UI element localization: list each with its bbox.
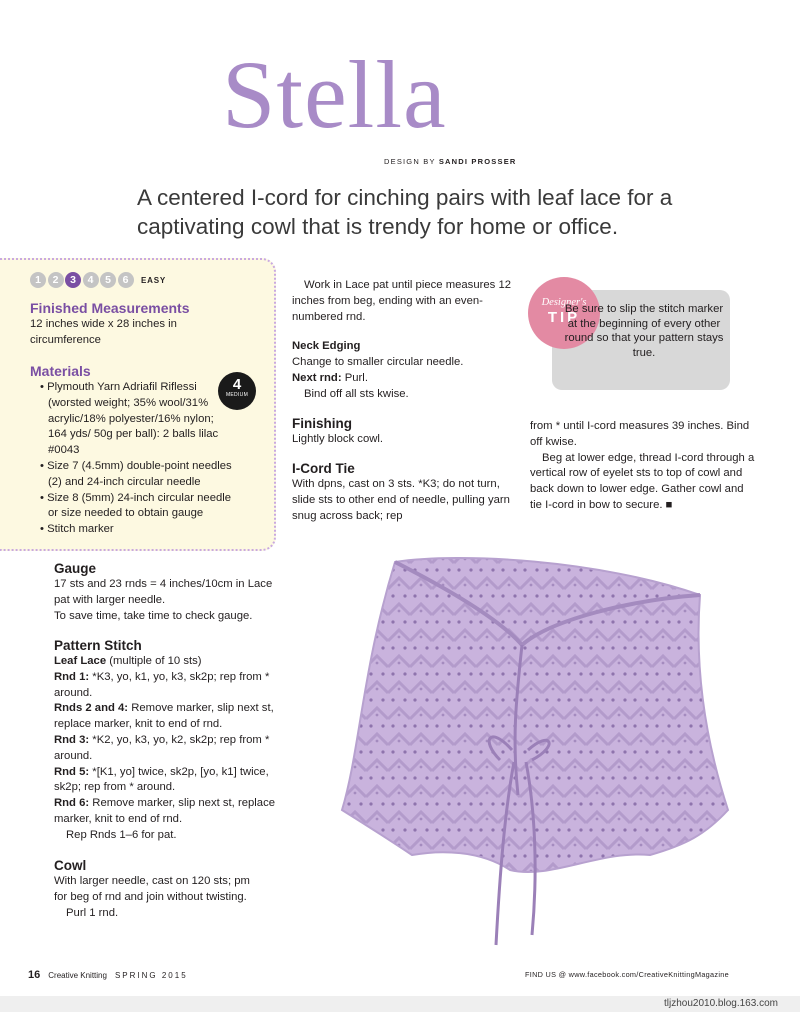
designer-byline: DESIGN BY SANDI PROSSER <box>384 157 517 166</box>
pattern-subtitle: A centered I-cord for cinching pairs with leaf lace for a captivating cowl that is trendy for home or office. <box>137 185 673 239</box>
designer-tip-badge: Designer's TIP <box>528 277 600 349</box>
pattern-stitch-section <box>54 637 280 844</box>
material-item: • Stitch marker <box>40 523 114 536</box>
issue-label: SPRING 2015 <box>114 971 188 980</box>
cowl-section <box>54 857 254 921</box>
lace-text: Work in Lace pat until piece measures 12 inches from beg, ending with an even-numbered rnd. <box>292 279 512 323</box>
skill-level-label: EASY <box>141 275 166 285</box>
skill-level-4: 4 <box>83 272 99 288</box>
cowl-text: With larger needle, cast on 120 sts; pm for beg of rnd and join without twisting. <box>54 875 250 903</box>
cowl-photo <box>300 550 800 950</box>
yarn-weight-icon: 4 MEDIUM <box>218 372 256 410</box>
finished-measurements <box>30 300 260 349</box>
designer-tip-text: Be sure to slip the stitch marker at the beginning of every other round so that your pattern stays true. <box>564 303 724 359</box>
icord-heading: I-Cord Tie <box>292 461 355 477</box>
materials-section <box>30 363 230 538</box>
skill-level <box>30 272 166 288</box>
round-instruction: Rnd 3: *K2, yo, k3, yo, k2, sk2p; rep from * around. <box>54 733 270 762</box>
bind-off: Bind off all sts kwise. <box>304 387 409 400</box>
repeat-instruction: Rep Rnds 1–6 for pat. <box>66 828 177 841</box>
round-instruction: Rnd 6: Remove marker, slip next st, replace marker, knit to end of rnd. <box>54 797 275 825</box>
column-2 <box>292 278 520 525</box>
finishing-text: Lightly block cowl. <box>292 432 384 445</box>
materials-heading: Materials <box>30 363 91 379</box>
material-item: • Plymouth Yarn Adriafil Riflessi (worsted weight; 35% wool/31% acrylic/18% polyester/16% nylon; 164 yds/ 50g per ball): 2 balls lilac #0043 <box>40 381 219 457</box>
designer-name: SANDI PROSSER <box>438 157 517 166</box>
finishing-heading: Finishing <box>292 415 352 431</box>
stitch-name-line: Leaf Lace (multiple of 10 sts) <box>54 655 202 667</box>
pattern-stitch-heading: Pattern Stitch <box>54 638 142 653</box>
skill-level-3: 3 <box>65 272 81 288</box>
neck-edging-text: Change to smaller circular needle. <box>292 356 464 369</box>
skill-level-6: 6 <box>118 272 134 288</box>
gauge-heading: Gauge <box>54 561 97 576</box>
next-round: Next rnd: Purl. <box>292 371 368 384</box>
end-mark: ■ <box>665 498 673 511</box>
column-3 <box>530 419 758 514</box>
icord-text: With dpns, cast on 3 sts. *K3; do not turn, slide sts to other end of needle, pulling yarn snug across back; rep <box>292 478 510 522</box>
round-instruction: Rnds 2 and 4: Remove marker, slip next st, replace marker, knit to end of rnd. <box>54 702 274 731</box>
assembly-text: Beg at lower edge, thread I-cord through a vertical row of eyelet sts to top of cowl and back down to lower edge. Gather cowl and tie I-cord in bow to secure. ■ <box>530 451 755 511</box>
round-instruction: Rnd 1: *K3, yo, k1, yo, k3, sk2p; rep from * around. <box>54 670 270 699</box>
skill-level-1: 1 <box>30 272 46 288</box>
finished-text: 12 inches wide x 28 inches in circumference <box>30 318 177 346</box>
skill-level-5: 5 <box>100 272 116 288</box>
finished-heading: Finished Measurements <box>30 300 190 316</box>
material-item: • Size 8 (5mm) 24-inch circular needle or size needed to obtain gauge <box>40 491 232 520</box>
watermark-text: tljzhou2010.blog.163.com <box>664 998 778 1009</box>
round-instruction: Rnd 5: *[K1, yo] twice, sk2p, [yo, k1] twice, sk2p; rep from * around. <box>54 765 269 794</box>
gauge-note: To save time, take time to check gauge. <box>54 609 253 622</box>
magazine-name: Creative Knitting <box>48 971 107 980</box>
cowl-heading: Cowl <box>54 858 87 873</box>
neck-edging-heading: Neck Edging <box>292 340 361 353</box>
gauge-section <box>54 560 282 624</box>
page-number: 16 <box>28 969 41 981</box>
material-item: • Size 7 (4.5mm) double-point needles (2) and 24-inch circular needle <box>40 459 232 488</box>
page-title: Stella <box>222 41 447 148</box>
cowl-purl: Purl 1 rnd. <box>66 906 119 919</box>
icord-continued: from * until I-cord measures 39 inches. Bind off kwise. <box>530 420 750 448</box>
social-link: FIND US @ www.facebook.com/CreativeKnittingMagazine <box>525 970 729 979</box>
page-footer <box>28 969 188 981</box>
gauge-text: 17 sts and 23 rnds = 4 inches/10cm in Lace pat with larger needle. <box>54 578 273 606</box>
skill-level-2: 2 <box>48 272 64 288</box>
